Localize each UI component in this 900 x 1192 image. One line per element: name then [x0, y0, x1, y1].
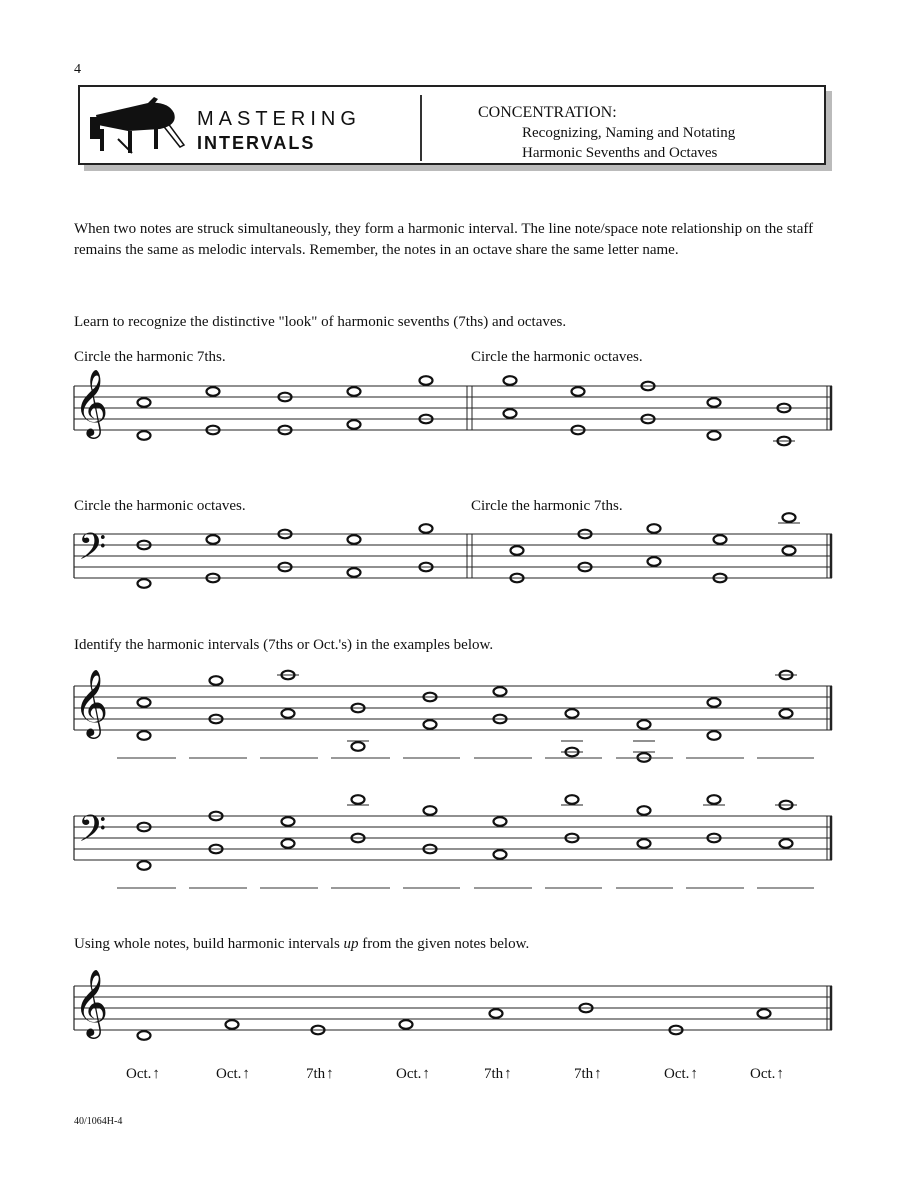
- row1-right-instruction: Circle the harmonic octaves.: [471, 349, 643, 365]
- treble-clef-icon: 𝄞: [74, 968, 109, 1036]
- whole-note: [490, 1009, 503, 1018]
- interval-label: [750, 1066, 784, 1083]
- whole-note: [348, 568, 361, 577]
- whole-note: [210, 676, 223, 685]
- whole-note: [420, 524, 433, 533]
- whole-note: [138, 861, 151, 870]
- up-arrow-icon: ↑: [776, 1066, 784, 1082]
- section3-instruction-a: Using whole notes, build harmonic intervals: [74, 936, 344, 952]
- interval-label: [664, 1066, 698, 1083]
- whole-note: [566, 709, 579, 718]
- whole-note: [282, 709, 295, 718]
- whole-note: [138, 698, 151, 707]
- interval-label: [306, 1066, 334, 1083]
- title-mastering: MASTERING: [197, 108, 361, 130]
- whole-note: [226, 1020, 239, 1029]
- whole-note: [282, 839, 295, 848]
- interval-label-text: 7th: [306, 1066, 326, 1082]
- whole-note: [708, 698, 721, 707]
- whole-note: [572, 387, 585, 396]
- whole-note: [708, 398, 721, 407]
- whole-note: [352, 795, 365, 804]
- whole-note: [352, 742, 365, 751]
- whole-note: [424, 720, 437, 729]
- up-arrow-icon: ↑: [504, 1066, 512, 1082]
- up-arrow-icon: ↑: [422, 1066, 430, 1082]
- row2-right-instruction: Circle the harmonic 7ths.: [471, 498, 623, 514]
- section2-instruction: Identify the harmonic intervals (7ths or Oct.'s) in the examples below.: [74, 637, 494, 653]
- title-intervals: INTERVALS: [197, 133, 316, 153]
- whole-note: [400, 1020, 413, 1029]
- whole-note: [648, 524, 661, 533]
- whole-note: [783, 513, 796, 522]
- row1-left-instruction: Circle the harmonic 7ths.: [74, 349, 226, 365]
- section3-instruction-emphasis: up: [343, 936, 359, 952]
- whole-note: [511, 546, 524, 555]
- interval-label: [126, 1066, 160, 1083]
- interval-label-text: Oct.: [750, 1066, 776, 1082]
- interval-label: [574, 1066, 602, 1083]
- section1-instruction: Learn to recognize the distinctive "look" of harmonic sevenths (7ths) and octaves.: [74, 314, 567, 330]
- up-arrow-icon: ↑: [690, 1066, 698, 1082]
- intro-paragraph: When two notes are struck simultaneously, they form a harmonic interval. The line note/space note relationship on the staff remains the same as melodic intervals. Remember, the notes in an octave share the same letter name.: [74, 221, 814, 258]
- interval-label: [396, 1066, 430, 1083]
- whole-note: [648, 557, 661, 566]
- whole-note: [783, 546, 796, 555]
- whole-note: [138, 1031, 151, 1040]
- whole-note: [282, 817, 295, 826]
- whole-note: [348, 420, 361, 429]
- whole-note: [138, 431, 151, 440]
- whole-note: [494, 850, 507, 859]
- whole-note: [708, 431, 721, 440]
- whole-note: [207, 535, 220, 544]
- interval-label-text: Oct.: [216, 1066, 242, 1082]
- page-number: 4: [74, 62, 81, 77]
- whole-note: [708, 795, 721, 804]
- treble-clef-icon: 𝄞: [74, 668, 109, 736]
- whole-note: [638, 720, 651, 729]
- whole-note: [566, 795, 579, 804]
- whole-note: [638, 806, 651, 815]
- row2-left-instruction: Circle the harmonic octaves.: [74, 498, 246, 514]
- interval-label-text: 7th: [574, 1066, 594, 1082]
- whole-note: [138, 398, 151, 407]
- up-arrow-icon: ↑: [152, 1066, 160, 1082]
- concentration-line-2: Harmonic Sevenths and Octaves: [522, 145, 718, 161]
- interval-label-text: Oct.: [126, 1066, 152, 1082]
- interval-label: [484, 1066, 512, 1083]
- bass-clef-icon: 𝄢: [78, 526, 107, 577]
- footer-code: 40/1064H-4: [74, 1116, 123, 1127]
- whole-note: [348, 387, 361, 396]
- whole-note: [348, 535, 361, 544]
- bass-clef-icon: 𝄢: [78, 808, 107, 859]
- whole-note: [780, 839, 793, 848]
- up-arrow-icon: ↑: [326, 1066, 334, 1082]
- section3-instruction-b: from the given notes below.: [358, 936, 530, 952]
- concentration-line-1: Recognizing, Naming and Notating: [522, 125, 736, 141]
- whole-note: [504, 376, 517, 385]
- whole-note: [708, 731, 721, 740]
- whole-note: [138, 731, 151, 740]
- treble-clef-icon: 𝄞: [74, 368, 109, 436]
- whole-note: [758, 1009, 771, 1018]
- whole-note: [714, 535, 727, 544]
- interval-label-text: Oct.: [396, 1066, 422, 1082]
- whole-note: [138, 579, 151, 588]
- up-arrow-icon: ↑: [242, 1066, 250, 1082]
- whole-note: [494, 817, 507, 826]
- interval-label: [216, 1066, 250, 1083]
- whole-note: [504, 409, 517, 418]
- up-arrow-icon: ↑: [594, 1066, 602, 1082]
- whole-note: [780, 709, 793, 718]
- whole-note: [420, 376, 433, 385]
- whole-note: [494, 687, 507, 696]
- concentration-label: CONCENTRATION:: [478, 104, 617, 121]
- whole-note: [638, 839, 651, 848]
- interval-label-text: 7th: [484, 1066, 504, 1082]
- interval-label-text: Oct.: [664, 1066, 690, 1082]
- whole-note: [424, 806, 437, 815]
- whole-note: [207, 387, 220, 396]
